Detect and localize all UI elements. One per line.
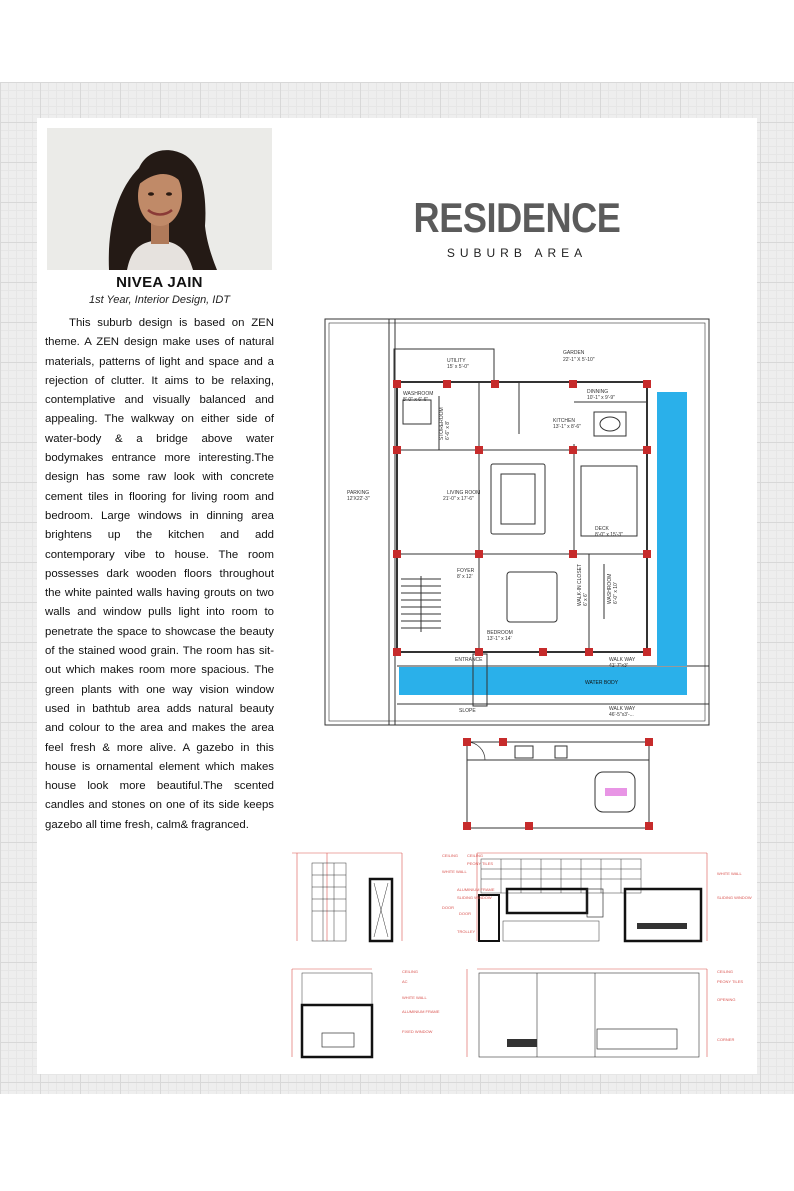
portrait-illustration [47,128,272,270]
label-entrance: ENTRANCE [455,657,483,663]
label-utility: UTILITY [447,358,466,364]
svg-text:PEONY TILES: PEONY TILES [467,861,494,866]
svg-text:TROLLEY: TROLLEY [457,929,476,934]
structural-columns [393,380,651,656]
project-description: This suburb design is based on ZEN theme. A ZEN design make uses of natural materials, patterns of light and space and a rejection of clutter. It aims to be relaxing, contemplative and visually balanced and appealing. The walkway on either side of water-body & a bridge above water bodymakes entrance more interesting.The design has some raw look with concrete cement tiles in flooring for living room and bedroom. Large windows in dinning area brightens up the kitchen and add contemporary vibe to house. The room possesses dark wooden floors throughout the white painted walls having grouts on two walls and window pulls light into room to penetrate the space to showcase the beauty of the stained wood grain. The room has sit-out which makes room more spacious. The green plants with one way vision window used in bathtub area adds natural beauty and colour to the area and makes the area feel fresh & more alive. A gazebo in this house is ornamental element which makes house look more beautiful.The scented candles and stones on one of its side keeps gazebo all time fresh, calm& fragranced. [45,317,274,831]
label-water-body: WATER BODY [585,680,619,686]
svg-text:WHITE WALL: WHITE WALL [402,995,427,1000]
svg-text:6'-6" x 8': 6'-6" x 8' [445,421,451,440]
svg-text:13'-1" x 8'-6": 13'-1" x 8'-6" [553,424,581,430]
bedroom-bed [507,572,557,622]
student-role: 1st Year, Interior Design, IDT [88,294,231,306]
svg-text:OPENING: OPENING [717,997,736,1002]
svg-text:WHITE WALL: WHITE WALL [442,869,467,874]
svg-text:AC: AC [402,979,408,984]
svg-text:SLIDING WINDOW: SLIDING WINDOW [717,895,752,900]
label-deck: DECK [595,526,609,532]
label-washroom: WASHROOM [403,391,434,397]
svg-text:8' x 12': 8' x 12' [457,574,473,580]
house-outline [397,382,647,652]
label-garden: GARDEN [563,350,585,356]
svg-text:12'X22'-3": 12'X22'-3" [347,496,370,502]
svg-text:ALUMINIUM FRAME: ALUMINIUM FRAME [457,887,495,892]
svg-text:8'-0" x 6'-6": 8'-0" x 6'-6" [403,397,429,403]
student-portrait-photo [47,128,272,270]
page-subtitle: SUBURB AREA [446,246,588,260]
elevation-2 [427,845,757,945]
label-slope: SLOPE [459,708,476,714]
label-living-room: LIVING ROOM [447,490,481,496]
svg-text:DOOR: DOOR [442,905,454,910]
svg-text:6' x 6': 6' x 6' [583,593,589,606]
svg-text:6'-0" x 10': 6'-0" x 10' [613,582,619,604]
portfolio-sheet [37,118,757,1074]
svg-text:DOOR: DOOR [459,911,471,916]
page-title: RESIDENCE [413,194,621,241]
svg-text:8'-0" x 15'-3": 8'-0" x 15'-3" [595,532,623,538]
svg-text:22'-1" X 5'-10": 22'-1" X 5'-10" [563,357,595,363]
label-foyer: FOYER [457,568,475,574]
svg-text:13'-1" x 14': 13'-1" x 14' [487,636,512,642]
svg-text:SLIDING WINDOW: SLIDING WINDOW [457,895,492,900]
label-washroom-2: WASHROOM [607,573,613,604]
label-kitchen: KITCHEN [553,418,575,424]
label-walk-way-1: WALK WAY [609,657,636,663]
elevation-4 [437,963,757,1063]
svg-text:10'-1" x 9'-9": 10'-1" x 9'-9" [587,395,615,401]
staircase [401,576,441,632]
label-dinning: DINNING [587,389,609,395]
svg-text:21'-0" x 17'-6": 21'-0" x 17'-6" [443,496,474,502]
svg-text:41' 7"x3': 41' 7"x3' [609,663,628,669]
svg-text:CEILING: CEILING [402,969,419,974]
plot-boundary [325,319,709,725]
label-storeroom: STOREROOM [439,407,445,440]
label-parking: PARKING [347,490,370,496]
svg-text:ALUMINIUM FRAME: ALUMINIUM FRAME [402,1009,440,1014]
kitchen-dining-detail [455,732,655,832]
svg-text:CEILING: CEILING [717,969,734,974]
floor-plan-drawing [319,314,739,744]
svg-text:PEONY TILES: PEONY TILES [717,979,744,984]
svg-text:CORNER: CORNER [717,1037,735,1042]
svg-text:WHITE WALL: WHITE WALL [717,871,742,876]
svg-text:FIXED WINDOW: FIXED WINDOW [402,1029,433,1034]
label-walk-in-closet: WALK-IN CLOSET [577,563,583,606]
svg-text:CEILING: CEILING [442,853,459,858]
svg-text:15' x 5'-0": 15' x 5'-0" [447,364,469,370]
label-bedroom: BEDROOM [487,630,513,636]
student-name: NIVEA JAIN [116,274,203,291]
label-walk-way-2: WALK WAY [609,706,636,712]
svg-text:46'-5"x3'-...: 46'-5"x3'-... [609,712,634,718]
svg-text:CEILING: CEILING [467,853,484,858]
